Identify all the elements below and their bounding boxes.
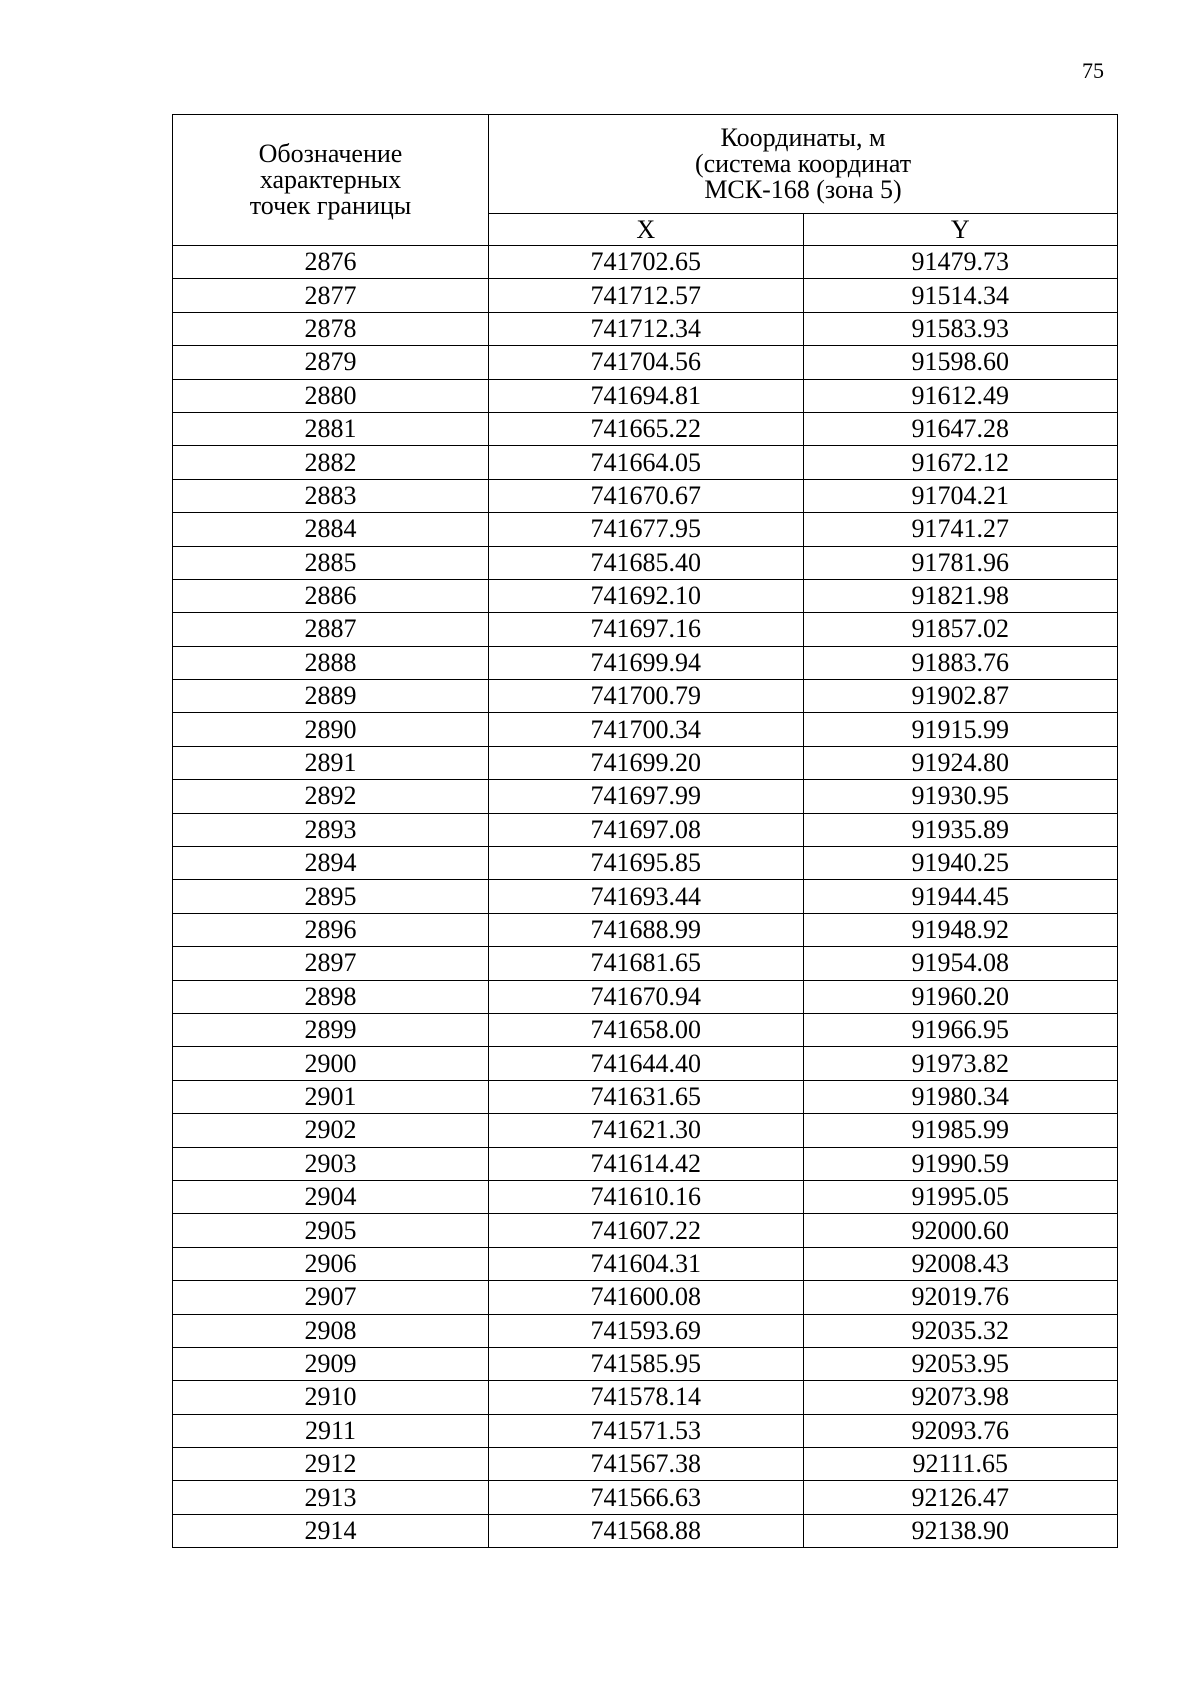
- cell-x: 741670.67: [489, 479, 804, 512]
- cell-point: 2906: [173, 1247, 489, 1280]
- cell-y: 91930.95: [803, 780, 1118, 813]
- cell-y: 91940.25: [803, 847, 1118, 880]
- table-row: [173, 346, 1118, 379]
- cell-point: 2900: [173, 1047, 489, 1080]
- cell-y: 91915.99: [803, 713, 1118, 746]
- header-x: X: [489, 214, 804, 246]
- cell-y: 91514.34: [803, 279, 1118, 312]
- cell-x: 741665.22: [489, 412, 804, 445]
- cell-x: 741704.56: [489, 346, 804, 379]
- cell-y: 92111.65: [803, 1448, 1118, 1481]
- cell-x: 741697.16: [489, 613, 804, 646]
- table-row: [173, 1247, 1118, 1280]
- cell-y: 91935.89: [803, 813, 1118, 846]
- table-row: [173, 1448, 1118, 1481]
- cell-x: 741621.30: [489, 1114, 804, 1147]
- cell-x: 741593.69: [489, 1314, 804, 1347]
- cell-x: 741607.22: [489, 1214, 804, 1247]
- table-row: [173, 646, 1118, 679]
- cell-point: 2895: [173, 880, 489, 913]
- table-row: [173, 1347, 1118, 1380]
- table-row: [173, 579, 1118, 612]
- cell-y: 91857.02: [803, 613, 1118, 646]
- cell-x: 741600.08: [489, 1281, 804, 1314]
- cell-y: 91954.08: [803, 947, 1118, 980]
- table-row: [173, 880, 1118, 913]
- cell-x: 741699.94: [489, 646, 804, 679]
- table-row: [173, 1514, 1118, 1547]
- cell-x: 741664.05: [489, 446, 804, 479]
- cell-point: 2892: [173, 780, 489, 813]
- cell-point: 2903: [173, 1147, 489, 1180]
- cell-point: 2881: [173, 412, 489, 445]
- header-coordinates: Координаты, м (система координат МСК-168 (зона 5): [489, 115, 1118, 214]
- cell-x: 741578.14: [489, 1381, 804, 1414]
- table-row: [173, 1080, 1118, 1113]
- cell-point: 2883: [173, 479, 489, 512]
- table-row: [173, 1414, 1118, 1447]
- header-y: Y: [803, 214, 1118, 246]
- table-row: [173, 1047, 1118, 1080]
- table-header: [173, 115, 1118, 246]
- table-row: [173, 246, 1118, 279]
- cell-y: 91479.73: [803, 246, 1118, 279]
- table-row: [173, 1314, 1118, 1347]
- cell-y: 92000.60: [803, 1214, 1118, 1247]
- cell-y: 91990.59: [803, 1147, 1118, 1180]
- cell-x: 741700.34: [489, 713, 804, 746]
- cell-y: 91924.80: [803, 746, 1118, 779]
- cell-y: 91821.98: [803, 579, 1118, 612]
- cell-point: 2898: [173, 980, 489, 1013]
- cell-y: 92073.98: [803, 1381, 1118, 1414]
- cell-x: 741702.65: [489, 246, 804, 279]
- table-row: [173, 546, 1118, 579]
- cell-x: 741697.99: [489, 780, 804, 813]
- cell-x: 741571.53: [489, 1414, 804, 1447]
- table-row: [173, 513, 1118, 546]
- cell-y: 91612.49: [803, 379, 1118, 412]
- cell-y: 91960.20: [803, 980, 1118, 1013]
- table-row: [173, 713, 1118, 746]
- cell-point: 2904: [173, 1180, 489, 1213]
- cell-y: 91966.95: [803, 1013, 1118, 1046]
- cell-x: 741693.44: [489, 880, 804, 913]
- table-row: [173, 446, 1118, 479]
- cell-y: 91995.05: [803, 1180, 1118, 1213]
- cell-x: 741677.95: [489, 513, 804, 546]
- cell-point: 2897: [173, 947, 489, 980]
- cell-y: 91598.60: [803, 346, 1118, 379]
- cell-y: 91948.92: [803, 913, 1118, 946]
- table-row: [173, 746, 1118, 779]
- page-number: 75: [1082, 58, 1104, 83]
- cell-x: 741585.95: [489, 1347, 804, 1380]
- cell-x: 741697.08: [489, 813, 804, 846]
- cell-point: 2884: [173, 513, 489, 546]
- cell-point: 2908: [173, 1314, 489, 1347]
- cell-y: 91583.93: [803, 312, 1118, 345]
- table-row: [173, 1481, 1118, 1514]
- table-row: [173, 312, 1118, 345]
- cell-point: 2896: [173, 913, 489, 946]
- cell-point: 2901: [173, 1080, 489, 1113]
- cell-point: 2905: [173, 1214, 489, 1247]
- cell-point: 2885: [173, 546, 489, 579]
- cell-y: 92008.43: [803, 1247, 1118, 1280]
- cell-x: 741688.99: [489, 913, 804, 946]
- cell-y: 92093.76: [803, 1414, 1118, 1447]
- cell-y: 92138.90: [803, 1514, 1118, 1547]
- cell-x: 741694.81: [489, 379, 804, 412]
- table-row: [173, 279, 1118, 312]
- cell-x: 741658.00: [489, 1013, 804, 1046]
- cell-point: 2880: [173, 379, 489, 412]
- cell-y: 91973.82: [803, 1047, 1118, 1080]
- cell-x: 741568.88: [489, 1514, 804, 1547]
- table-row: [173, 980, 1118, 1013]
- table-row: [173, 1281, 1118, 1314]
- table-row: [173, 1381, 1118, 1414]
- cell-point: 2889: [173, 680, 489, 713]
- cell-x: 741631.65: [489, 1080, 804, 1113]
- cell-point: 2877: [173, 279, 489, 312]
- cell-y: 91647.28: [803, 412, 1118, 445]
- cell-point: 2890: [173, 713, 489, 746]
- cell-point: 2907: [173, 1281, 489, 1314]
- cell-point: 2878: [173, 312, 489, 345]
- table-row: [173, 1214, 1118, 1247]
- cell-point: 2887: [173, 613, 489, 646]
- table-row: [173, 412, 1118, 445]
- cell-x: 741644.40: [489, 1047, 804, 1080]
- cell-x: 741692.10: [489, 579, 804, 612]
- cell-point: 2886: [173, 579, 489, 612]
- cell-y: 91980.34: [803, 1080, 1118, 1113]
- cell-x: 741712.34: [489, 312, 804, 345]
- cell-x: 741567.38: [489, 1448, 804, 1481]
- cell-x: 741699.20: [489, 746, 804, 779]
- cell-y: 92053.95: [803, 1347, 1118, 1380]
- cell-x: 741712.57: [489, 279, 804, 312]
- cell-y: 91944.45: [803, 880, 1118, 913]
- cell-point: 2911: [173, 1414, 489, 1447]
- cell-point: 2882: [173, 446, 489, 479]
- header-point-designation: Обозначение характерных точек границы: [173, 115, 489, 246]
- cell-y: 91741.27: [803, 513, 1118, 546]
- cell-x: 741614.42: [489, 1147, 804, 1180]
- table-row: [173, 479, 1118, 512]
- cell-x: 741670.94: [489, 980, 804, 1013]
- coordinates-table: [172, 114, 1118, 1548]
- cell-point: 2879: [173, 346, 489, 379]
- cell-x: 741695.85: [489, 847, 804, 880]
- cell-y: 91704.21: [803, 479, 1118, 512]
- table-body: [173, 246, 1118, 1548]
- table-row: [173, 379, 1118, 412]
- cell-y: 92126.47: [803, 1481, 1118, 1514]
- cell-x: 741685.40: [489, 546, 804, 579]
- cell-y: 91985.99: [803, 1114, 1118, 1147]
- table-row: [173, 913, 1118, 946]
- cell-point: 2913: [173, 1481, 489, 1514]
- table-row: [173, 1147, 1118, 1180]
- cell-point: 2914: [173, 1514, 489, 1547]
- cell-point: 2902: [173, 1114, 489, 1147]
- cell-y: 92019.76: [803, 1281, 1118, 1314]
- table-row: [173, 1013, 1118, 1046]
- cell-point: 2912: [173, 1448, 489, 1481]
- cell-point: 2899: [173, 1013, 489, 1046]
- cell-point: 2909: [173, 1347, 489, 1380]
- table-row: [173, 847, 1118, 880]
- cell-y: 91902.87: [803, 680, 1118, 713]
- cell-x: 741610.16: [489, 1180, 804, 1213]
- cell-y: 91883.76: [803, 646, 1118, 679]
- cell-point: 2888: [173, 646, 489, 679]
- table-row: [173, 1180, 1118, 1213]
- cell-y: 92035.32: [803, 1314, 1118, 1347]
- cell-point: 2893: [173, 813, 489, 846]
- cell-x: 741681.65: [489, 947, 804, 980]
- table-row: [173, 680, 1118, 713]
- cell-point: 2894: [173, 847, 489, 880]
- cell-y: 91672.12: [803, 446, 1118, 479]
- table-row: [173, 947, 1118, 980]
- table-row: [173, 813, 1118, 846]
- cell-x: 741700.79: [489, 680, 804, 713]
- table-row: [173, 1114, 1118, 1147]
- cell-y: 91781.96: [803, 546, 1118, 579]
- cell-point: 2910: [173, 1381, 489, 1414]
- cell-point: 2891: [173, 746, 489, 779]
- cell-x: 741604.31: [489, 1247, 804, 1280]
- table-row: [173, 613, 1118, 646]
- cell-point: 2876: [173, 246, 489, 279]
- table-row: [173, 780, 1118, 813]
- cell-x: 741566.63: [489, 1481, 804, 1514]
